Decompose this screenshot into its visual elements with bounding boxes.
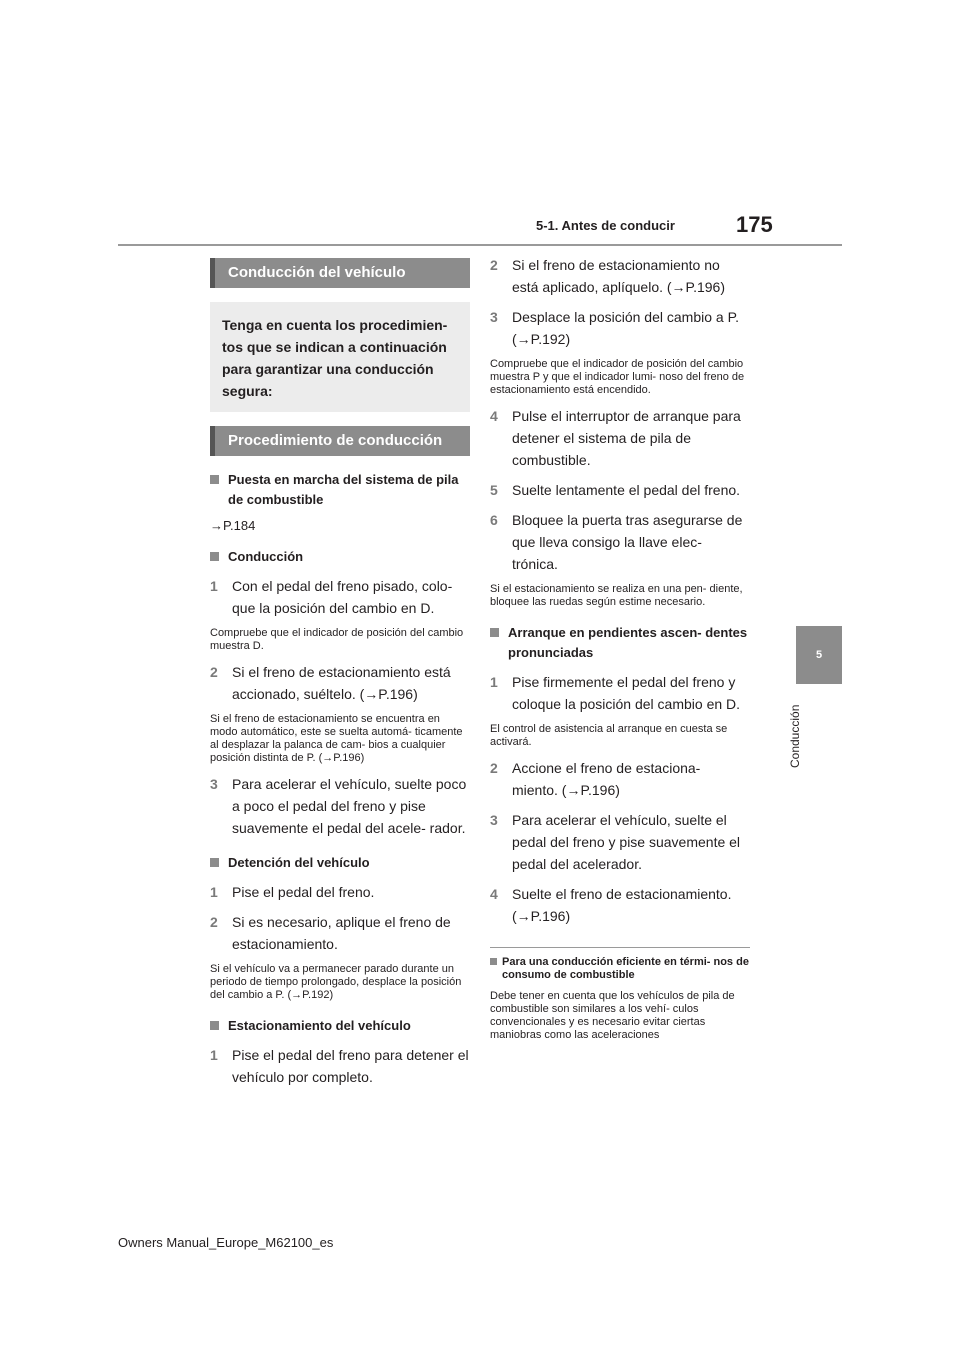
right-column xyxy=(490,254,750,1042)
step-number: 2 xyxy=(490,760,498,776)
chapter-label xyxy=(780,690,810,770)
step-number: 5 xyxy=(490,482,498,498)
subheading-hill: Arranque en pendientes ascen- dentes pronunciadas xyxy=(490,623,750,663)
note: Si el estacionamiento se realiza en una pen- diente, bloquee las ruedas según estime necesario. xyxy=(490,583,743,608)
step-number: 1 xyxy=(210,884,218,900)
step-number: 3 xyxy=(210,776,218,792)
step: 2 Si es necesario, aplique el freno de estacionamiento. xyxy=(210,911,470,955)
step-number: 2 xyxy=(490,257,498,273)
step: 4 Suelte el freno de estacionamiento. (→P.196) xyxy=(490,883,750,927)
step: 3 Para acelerar el vehículo, suelte poco a poco el pedal del freno y pise suavemente el pedal del acele- rador. xyxy=(210,773,470,839)
step-number: 6 xyxy=(490,512,498,528)
step: 1 Pise el pedal del freno. xyxy=(210,881,470,903)
page-reference: →P.184 xyxy=(210,518,256,533)
subheading-start: Puesta en marcha del sistema de pila de combustible xyxy=(210,470,470,510)
step: 6 Bloquee la puerta tras asegurarse de que lleva consigo la llave elec- trónica. xyxy=(490,509,750,575)
step: 5 Suelte lentamente el pedal del freno. xyxy=(490,479,750,501)
subheading-stop: Detención del vehículo xyxy=(210,853,470,873)
note: Compruebe que el indicador de posición del cambio muestra P y que el indicador lumi- noso del freno de estacionamiento está encendido. xyxy=(490,358,745,396)
step-number: 3 xyxy=(490,812,498,828)
step-number: 1 xyxy=(490,674,498,690)
step-number: 2 xyxy=(210,914,218,930)
footer-text: Owners Manual_Europe_M62100_es xyxy=(118,1235,334,1250)
step-number: 3 xyxy=(490,309,498,325)
note: Si el freno de estacionamiento se encuentra en modo automático, este se suelta automá- ticamente al desplazar la palanca de cam- bios a cualquier posición distinta de P. (→P.196) xyxy=(210,713,463,764)
subheading-drive: Conducción xyxy=(210,547,470,567)
left-column xyxy=(210,258,470,1088)
bullet-square-icon xyxy=(490,628,499,637)
header-divider xyxy=(118,244,842,246)
divider xyxy=(490,947,750,948)
step: 2 Accione el freno de estaciona- miento. (→P.196) xyxy=(490,757,750,801)
step: 1 Con el pedal del freno pisado, colo- que la posición del cambio en D. xyxy=(210,575,470,619)
info-text: Debe tener en cuenta que los vehículos de pila de combustible son similares a los vehí- culos convencionales y es necesario evitar ciertas maniobras como las aceleraciones xyxy=(490,990,735,1041)
step-number: 4 xyxy=(490,408,498,424)
step: 2 Si el freno de estacionamiento está accionado, suéltelo. (→P.196) xyxy=(210,661,470,705)
note: Compruebe que el indicador de posición del cambio muestra D. xyxy=(210,627,464,652)
step-number: 1 xyxy=(210,578,218,594)
chapter-tab: 5 xyxy=(796,626,842,684)
procedure-heading: Procedimiento de conducción xyxy=(210,426,470,456)
step: 1 Pise firmemente el pedal del freno y coloque la posición del cambio en D. xyxy=(490,671,750,715)
bullet-square-icon xyxy=(210,858,219,867)
section-heading: Conducción del vehículo xyxy=(210,258,470,288)
bullet-square-icon xyxy=(210,1021,219,1030)
bullet-square-icon xyxy=(210,475,219,484)
step-number: 4 xyxy=(490,886,498,902)
step: 1 Pise el pedal del freno para detener el vehículo por completo. xyxy=(210,1044,470,1088)
step: 3 Para acelerar el vehículo, suelte el pedal del freno y pise suavemente el pedal del acelerador. xyxy=(490,809,750,875)
note: Si el vehículo va a permanecer parado durante un periodo de tiempo prolongado, desplace la posición del cambio a P. (→P.192) xyxy=(210,963,462,1001)
step-number: 2 xyxy=(210,664,218,680)
step: 2 Si el freno de estacionamiento no está aplicado, aplíquelo. (→P.196) xyxy=(490,254,750,298)
info-heading: Para una conducción eficiente en térmi- nos de consumo de combustible xyxy=(490,956,750,982)
subheading-park: Estacionamiento del vehículo xyxy=(210,1016,470,1036)
section-title: 5-1. Antes de conducir xyxy=(536,218,675,233)
step-number: 1 xyxy=(210,1047,218,1063)
bullet-square-icon xyxy=(490,958,497,965)
chapter-label-text: Conducción xyxy=(788,704,802,768)
bullet-square-icon xyxy=(210,552,219,561)
note: El control de asistencia al arranque en cuesta se activará. xyxy=(490,723,728,748)
step: 3 Desplace la posición del cambio a P. (→P.192) xyxy=(490,306,750,350)
step: 4 Pulse el interruptor de arranque para detener el sistema de pila de combustible. xyxy=(490,405,750,471)
intro-box: Tenga en cuenta los procedimien- tos que se indican a continuación para garantizar una conducción segura: xyxy=(210,302,470,412)
page-number: 175 xyxy=(736,212,773,237)
